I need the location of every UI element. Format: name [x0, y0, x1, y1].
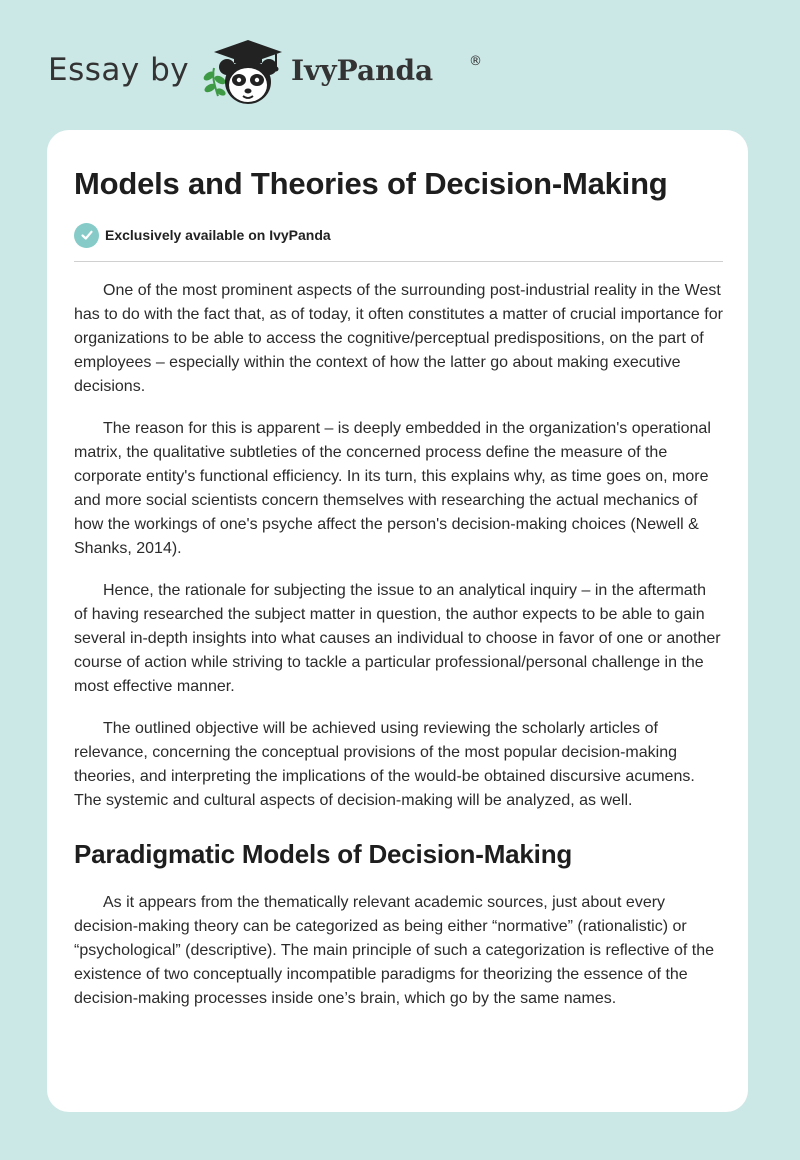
- check-icon: [74, 223, 99, 248]
- exclusive-badge-label: Exclusively available on IvyPanda: [105, 227, 331, 243]
- brand-prefix: Essay by: [48, 52, 190, 88]
- paragraph: The reason for this is apparent – is deeply embedded in the organization's operational matrix, the qualitative subtleties of the concerned process define the measure of the corporate entity's functional efficiency. In its turn, this explains why, as time goes on, more and more social scientists concern themselves with researching the actual mechanics of how the workings of one's psyche affect the person's decision-making choices (Newell & Shanks, 2014).: [74, 420, 711, 557]
- section-heading: Paradigmatic Models of Decision-Making: [74, 839, 573, 869]
- page-title: Models and Theories of Decision-Making: [74, 166, 668, 201]
- exclusive-badge: [74, 222, 331, 248]
- paragraph: One of the most prominent aspects of the surrounding post-industrial reality in the West has to do with the fact that, as of today, it often constitutes a matter of crucial importance for organizations to be able to access the cognitive/perceptual predispositions, on the part of employees – especially within the context of how the latter go about making executive decisions.: [74, 282, 723, 395]
- paragraph: The outlined objective will be achieved using reviewing the scholarly articles of relevance, concerning the conceptual provisions of the most popular decision-making theories, and interpreting the implications of the would-be obtained discursive acumens. The systemic and cultural aspects of decision-making will be analyzed, as well.: [74, 720, 695, 809]
- paragraph: As it appears from the thematically relevant academic sources, just about every decision-making theory can be categorized as being either “normative” (rationalistic) or “psychological” (descriptive). The main principle of such a categorization is reflective of the existence of two conceptually incompatible paradigms for theorizing the essence of the decision-making processes inside one’s brain, which go by the same names.: [74, 894, 714, 1007]
- divider: [74, 261, 723, 262]
- site-header: [48, 34, 508, 110]
- paragraph: Hence, the rationale for subjecting the issue to an analytical inquiry – in the aftermath of having researched the subject matter in question, the author expects to be able to gain several in-depth insights into what causes an individual to choose in favor of one or another course of action while striving to tackle a particular professional/personal challenge in the most effective manner.: [74, 582, 721, 695]
- essay-card: [47, 130, 748, 1112]
- essay-body: [74, 279, 723, 1029]
- panda-logo-icon[interactable]: [198, 34, 288, 110]
- brand-name[interactable]: IvyPanda: [291, 54, 434, 87]
- registered-mark: ®: [469, 54, 482, 69]
